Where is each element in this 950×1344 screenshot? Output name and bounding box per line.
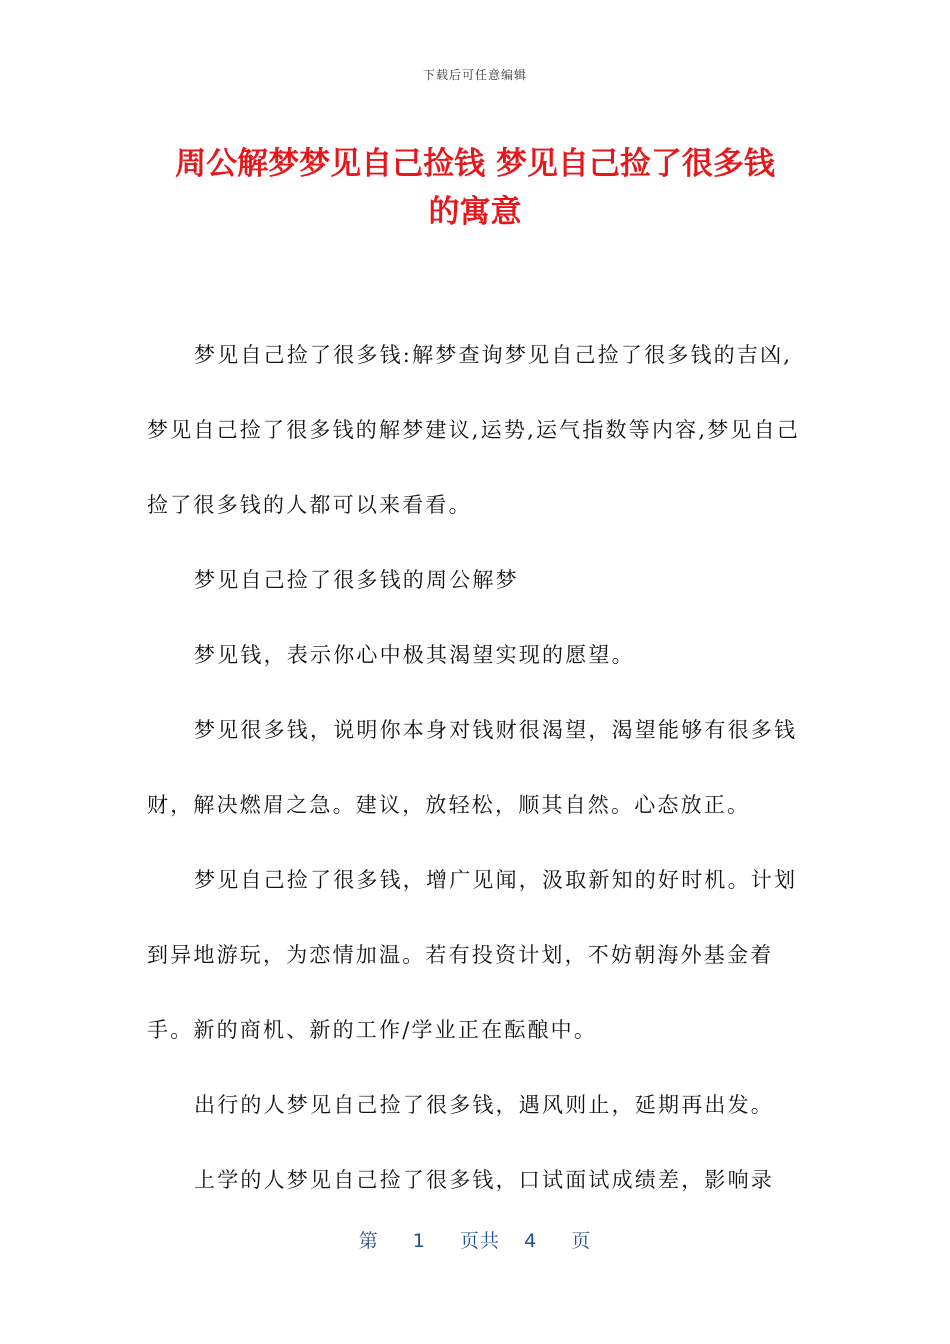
footer-prefix: 第 <box>358 1230 379 1252</box>
footer-total-pages: 4 <box>524 1230 538 1252</box>
paragraph: 梦见钱，表示你心中极其渴望实现的愿望。 <box>194 643 635 667</box>
paragraph: 梦见自己捡了很多钱:解梦查询梦见自己捡了很多钱的吉凶,梦见自己捡了很多钱的解梦建议,运势,运气指数等内容,梦见自己捡了很多钱的人都可以来看看。 <box>147 343 801 517</box>
footer-current-page: 1 <box>412 1230 426 1252</box>
document-body <box>147 318 803 1218</box>
header-note: 下载后可任意编辑 <box>422 68 527 82</box>
footer-suffix: 页 <box>571 1230 592 1252</box>
document-title <box>130 140 820 236</box>
page-footer <box>0 1226 950 1253</box>
title-line-2: 的寓意 <box>428 194 522 230</box>
title-line-1: 周公解梦梦见自己捡钱 梦见自己捡了很多钱 <box>175 146 775 182</box>
paragraph: 上学的人梦见自己捡了很多钱，口试面试成绩差，影响录 <box>194 1168 774 1192</box>
paragraph: 梦见自己捡了很多钱的周公解梦 <box>194 568 519 592</box>
paragraph: 出行的人梦见自己捡了很多钱，遇风则止，延期再出发。 <box>194 1093 774 1117</box>
footer-middle: 页共 <box>459 1230 500 1252</box>
paragraph: 梦见很多钱，说明你本身对钱财很渴望，渴望能够有很多钱财，解决燃眉之急。建议，放轻松，顺其自然。心态放正。 <box>147 718 798 817</box>
paragraph: 梦见自己捡了很多钱，增广见闻，汲取新知的好时机。计划到异地游玩，为恋情加温。若有投资计划，不妨朝海外基金着手。新的商机、新的工作/学业正在酝酿中。 <box>147 868 798 1042</box>
